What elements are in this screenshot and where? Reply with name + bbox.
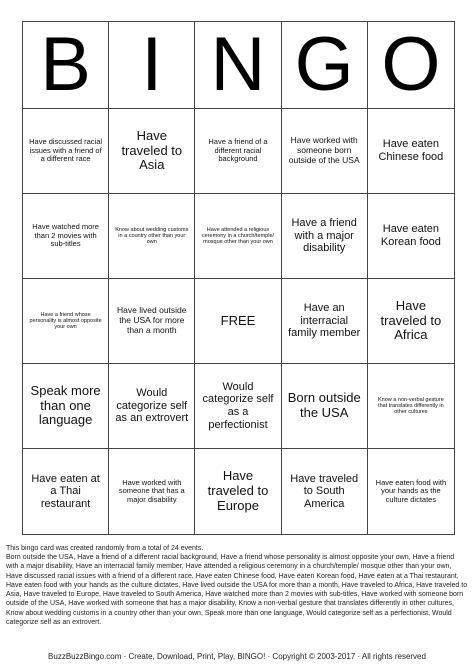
- bingo-card: [22, 21, 455, 535]
- bingo-cell: Have eaten at a Thai restaurant: [23, 449, 109, 534]
- bingo-cell: Know a non-verbal gesture that translates differently in other cultures: [368, 364, 454, 449]
- bingo-cell: Speak more than one language: [23, 364, 109, 449]
- bingo-cell: Have a friend whose personality is almost opposite your own: [23, 279, 109, 364]
- events-list-note: This bingo card was created randomly from a total of 24 events. Born outside the USA, Have a friend of a different racial background, Have a friend whose personality is almost opposite your own, Have a friend with a major disability, Have an interracial family member, Have attended a religious ceremony in a church/temple/ mosque other than your own, Have discussed racial issues with a friend of a different race, Have eaten Chinese food, Have eaten Korean food, Have eaten at a Thai restaurant, Have eaten food with your hands as the culture dictates, Have lived outside the USA for more than a month, Have traveled to Africa, Have traveled to Asia, Have traveled to Europe, Have traveled to South America, Have watched more than 2 movies with sub-titles, Have worked with someone born outside of the USA, Have worked with someone that has a major disability, Know a non-verbal gesture that translates differently in other cultures, Know about wedding customs in a country other than your own, Speak more than one language, Would categorize self as a perfectionist, Would categorize self as an extrovert.: [6, 545, 468, 626]
- bingo-cell: Have traveled to Africa: [368, 279, 454, 364]
- bingo-cell: Have discussed racial issues with a friend of a different race: [23, 109, 109, 194]
- bingo-cell: Have traveled to South America: [282, 449, 368, 534]
- bingo-cell: Have a friend with a major disability: [282, 194, 368, 279]
- bingo-cell: Would categorize self as a perfectionist: [195, 364, 281, 449]
- bingo-cell: Have eaten food with your hands as the culture dictates: [375, 477, 447, 504]
- bingo-grid: [22, 108, 455, 535]
- bingo-cell: Would categorize self as an extrovert: [109, 364, 195, 449]
- bingo-cell: Have eaten Korean food: [368, 194, 454, 279]
- bingo-cell: Have watched more than 2 movies with sub-titles: [23, 194, 109, 279]
- bingo-cell: Know about wedding customs in a country other than your own: [109, 194, 195, 279]
- bingo-cell: Have traveled to Europe: [195, 449, 281, 534]
- bingo-cell: Have worked with someone born outside of the USA: [282, 109, 368, 194]
- header-letter-n: N: [195, 22, 281, 108]
- bingo-cell-free: FREE: [195, 279, 281, 364]
- bingo-header: [22, 21, 455, 108]
- header-letter-b: B: [23, 22, 109, 108]
- bingo-cell: Have an interracial family member: [282, 279, 368, 364]
- bingo-cell: Born outside the USA: [282, 364, 368, 449]
- bingo-cell: Have attended a religious ceremony in a church/temple/ mosque other than your own: [195, 194, 281, 279]
- copyright-footer: BuzzBuzzBingo.com · Create, Download, Print, Play, BINGO! · Copyright © 2003-2017 · All rights reserved: [48, 652, 426, 661]
- header-letter-g: G: [282, 22, 368, 108]
- header-letter-o: O: [381, 22, 441, 107]
- bingo-cell: Have eaten Chinese food: [368, 109, 454, 194]
- bingo-cell: Have worked with someone that has a major disability: [109, 449, 195, 534]
- header-letter-i: I: [109, 22, 195, 108]
- bingo-cell: Have lived outside the USA for more than a month: [109, 279, 195, 364]
- bingo-cell: Have a friend of a different racial background: [195, 109, 281, 194]
- bingo-cell: Have traveled to Asia: [109, 109, 195, 194]
